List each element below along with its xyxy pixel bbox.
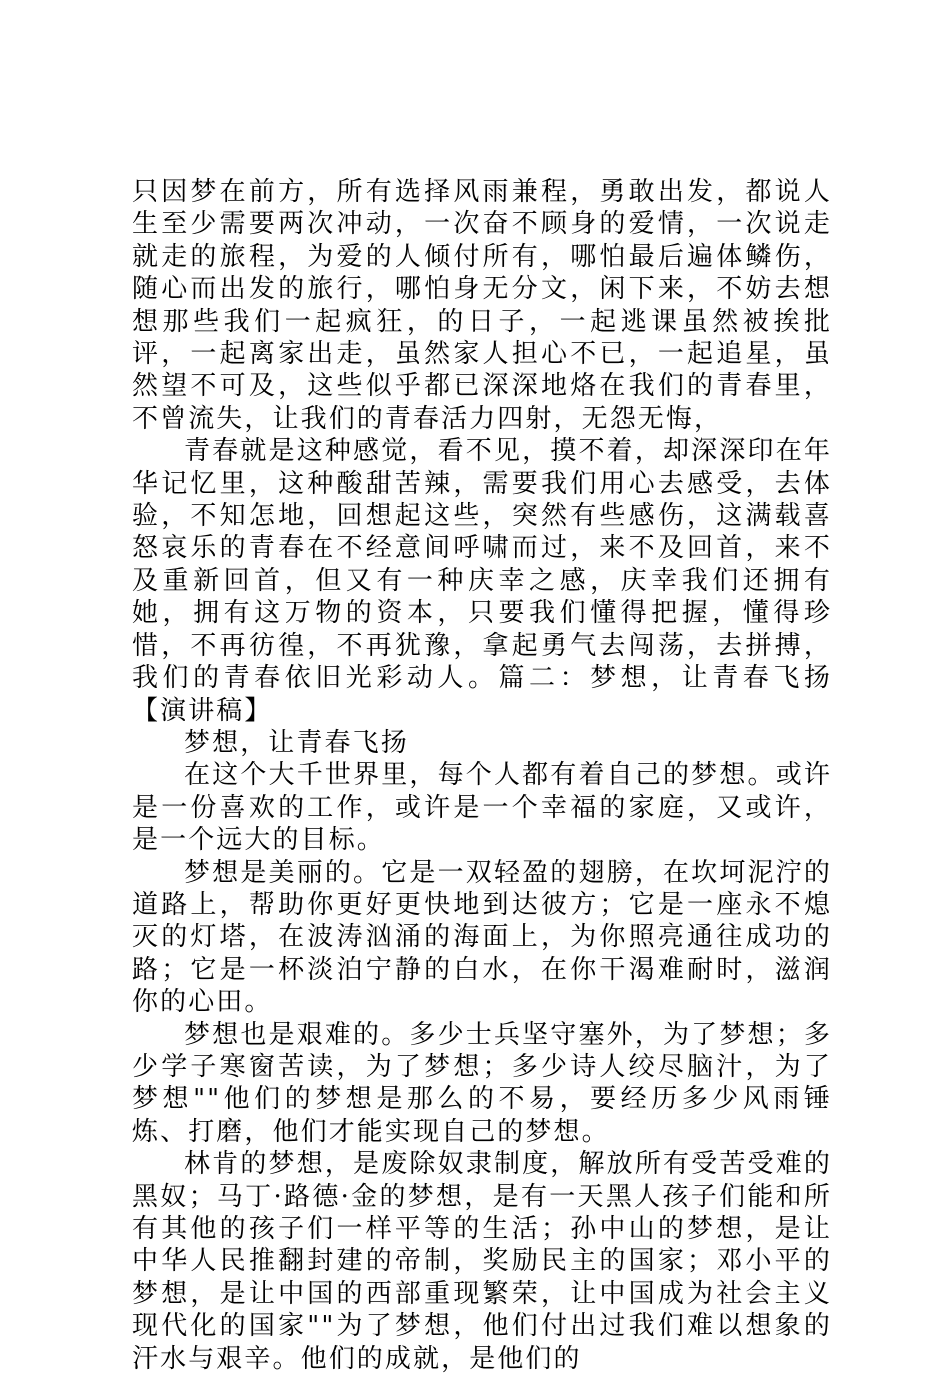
paragraph-4: 在这个大千世界里，每个人都有着自己的梦想。或许是一份喜欢的工作，或许是一个幸福的家庭，又或许，是一个远大的目标。 xyxy=(132,760,832,856)
document-body xyxy=(132,176,832,1375)
paragraph-2: 青春就是这种感觉，看不见，摸不着，却深深印在年华记忆里，这种酸甜苦辣，需要我们用心去感受，去体验，不知怎地，回想起这些，突然有些感伤，这满载喜怒哀乐的青春在不经意间呼啸而过，来不及回首，来不及重新回首，但又有一种庆幸之感，庆幸我们还拥有她，拥有这万物的资本，只要我们懂得把握，懂得珍惜，不再彷徨，不再犹豫，拿起勇气去闯荡，去拼搏，我们的青春依旧光彩动人。篇二：梦想，让青春飞扬【演讲稿】 xyxy=(132,436,832,726)
paragraph-6: 梦想也是艰难的。多少士兵坚守塞外，为了梦想；多少学子寒窗苦读，为了梦想；多少诗人绞尽脑汁，为了梦想""他们的梦想是那么的不易，要经历多少风雨锤炼、打磨，他们才能实现自己的梦想。 xyxy=(132,1019,832,1147)
paragraph-7: 林肯的梦想，是废除奴隶制度，解放所有受苦受难的黑奴；马丁·路德·金的梦想，是有一天黑人孩子们能和所有其他的孩子们一样平等的生活；孙中山的梦想，是让中华人民推翻封建的帝制，奖励民主的国家；邓小平的梦想，是让中国的西部重现繁荣，让中国成为社会主义现代化的国家""为了梦想，他们付出过我们难以想象的汗水与艰辛。他们的成就，是他们的 xyxy=(132,1149,832,1374)
speech-title: 梦想，让青春飞扬 xyxy=(184,727,409,758)
paragraph-1: 只因梦在前方，所有选择风雨兼程，勇敢出发，都说人生至少需要两次冲动，一次奋不顾身的爱情，一次说走就走的旅程，为爱的人倾付所有，哪怕最后遍体鳞伤，随心而出发的旅行，哪怕身无分文，闲下来，不妨去想想那些我们一起疯狂，的日子，一起逃课虽然被挨批评，一起离家出走，虽然家人担心不已，一起追星，虽然望不可及，这些似乎都已深深地烙在我们的青春里，不曾流失，让我们的青春活力四射，无怨无悔， xyxy=(132,177,832,434)
paragraph-5: 梦想是美丽的。它是一双轻盈的翅膀，在坎坷泥泞的道路上，帮助你更好更快地到达彼方；它是一座永不熄灭的灯塔，在波涛汹涌的海面上，为你照亮通往成功的路；它是一杯淡泊宁静的白水，在你干渴难耐时，滋润你的心田。 xyxy=(132,857,832,1018)
